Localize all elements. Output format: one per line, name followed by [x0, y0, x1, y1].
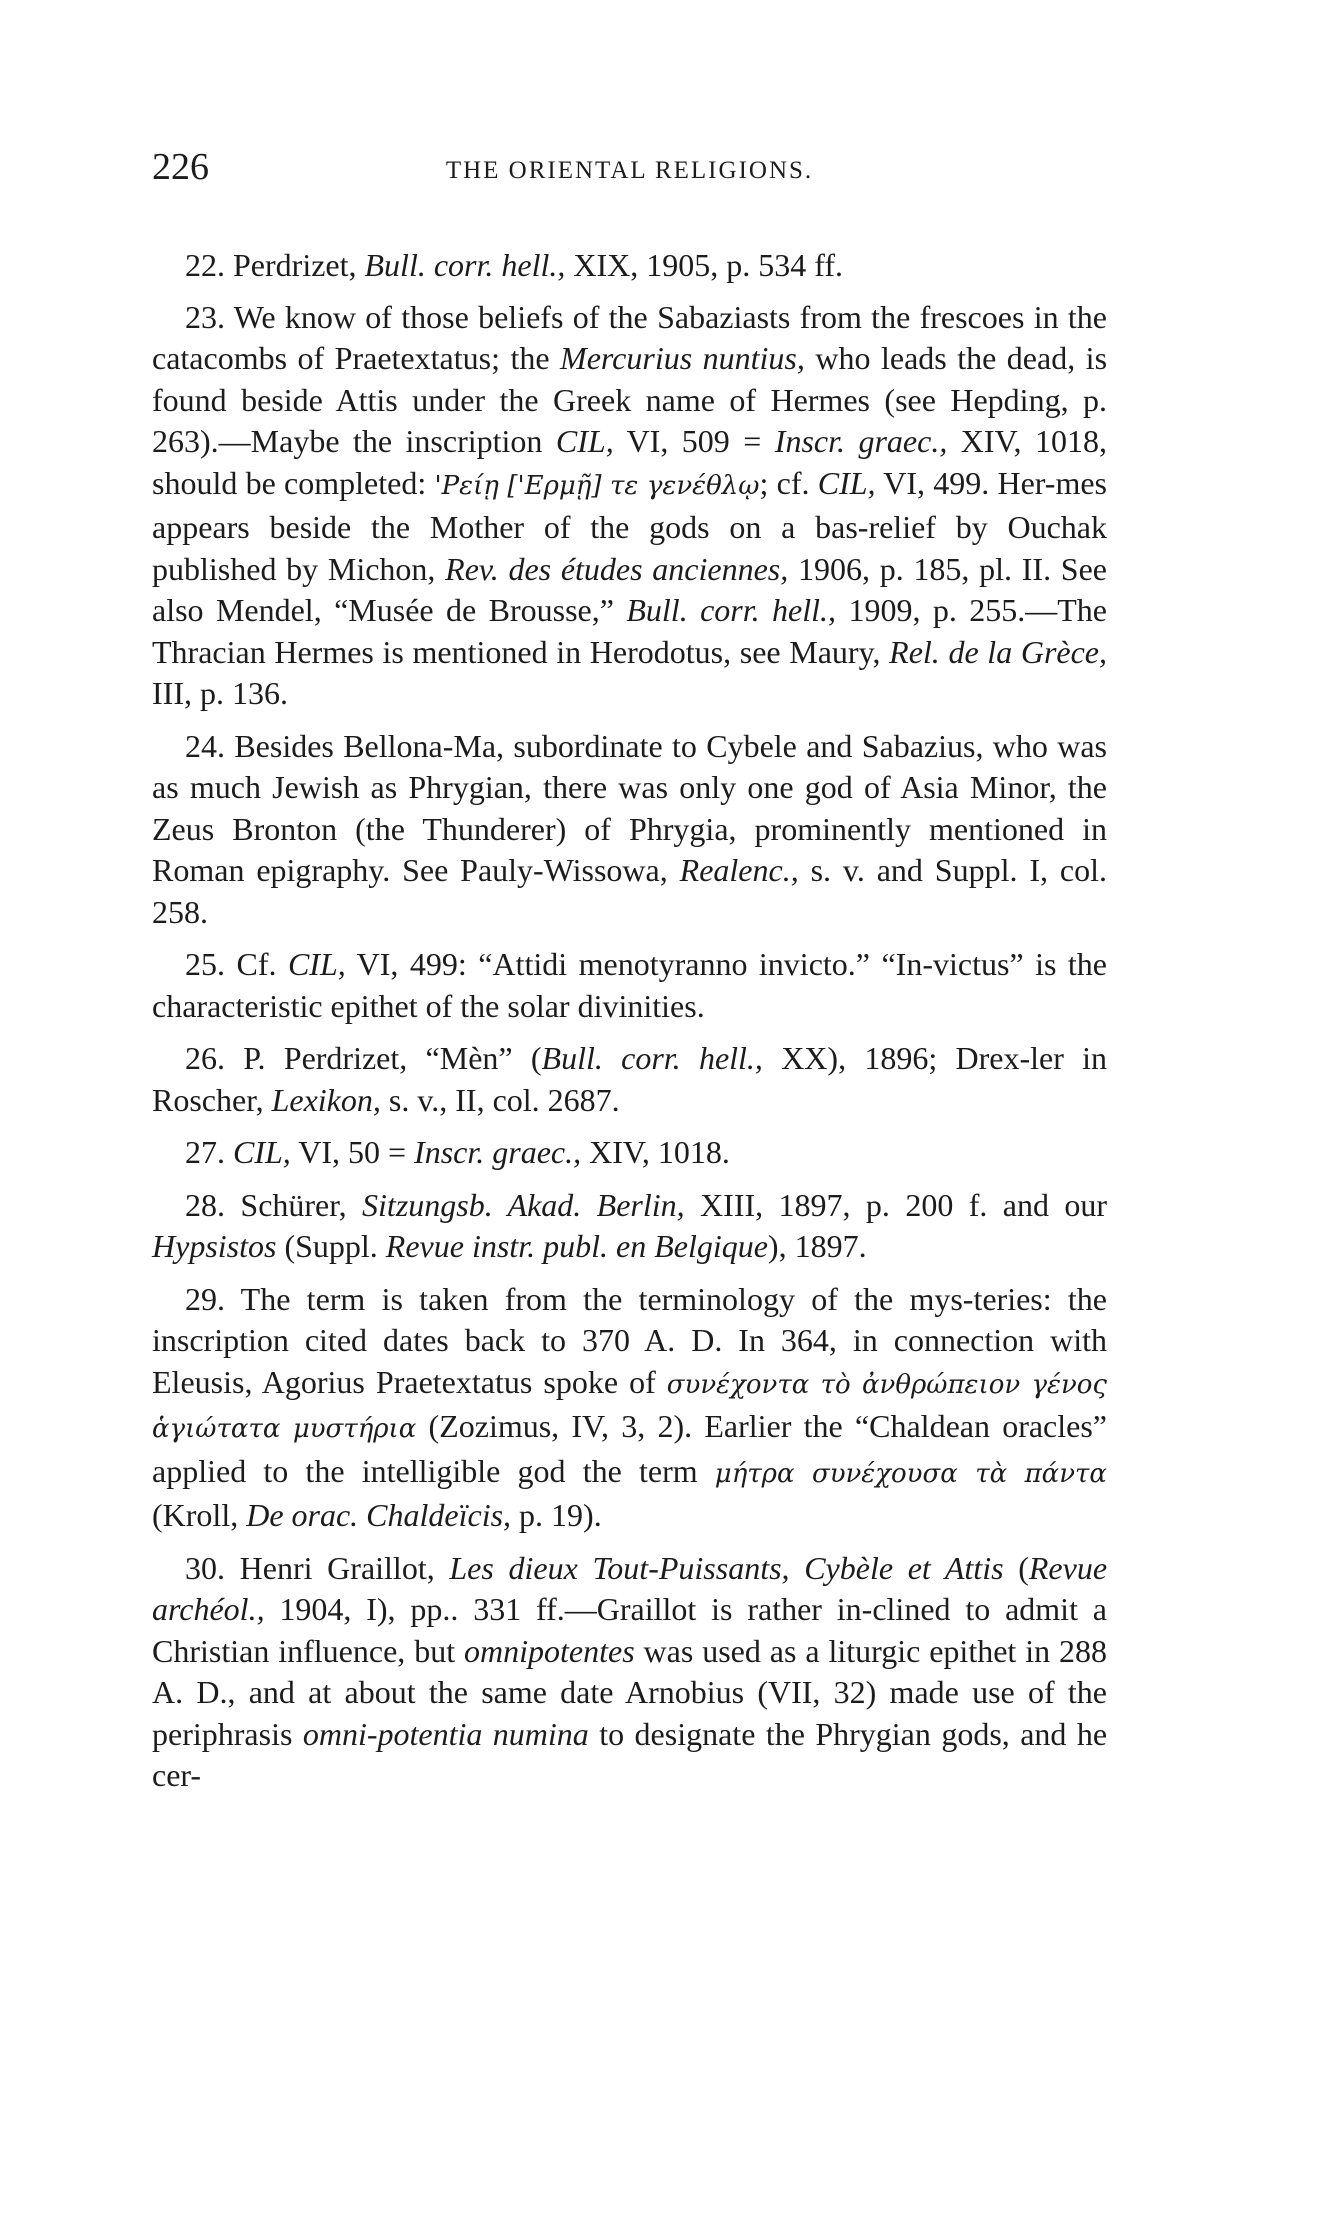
- running-title: THE ORIENTAL RELIGIONS.: [445, 157, 814, 184]
- note-28: 28. Schürer, Sitzungsb. Akad. Berlin, XIII, 1897, p. 200 f. and our Hypsistos (Suppl. Revue instr. publ. en Belgique), 1897.: [152, 1186, 1108, 1264]
- greek-phrase: συνέχοντα τὸ ἀνθρώπειον γένος ἁγιώτατα μυστήρια: [152, 1369, 1107, 1444]
- note-27: 27. CIL, VI, 50 = Inscr. graec., XIV, 1018.: [185, 1134, 730, 1170]
- page-number: 226: [152, 146, 209, 188]
- page-header: [152, 145, 1107, 195]
- note-30: 30. Henri Graillot, Les dieux Tout-Puissants, Cybèle et Attis (Revue archéol., 1904, I), pp.. 331 ff.—Graillot is rather in-clined to admit a Christian influence, but omnipotentes was used as a liturgic epithet in 288 A. D., and at about the same date Arnobius (VII, 32) made use of the periphrasis omni-potentia numina to designate the Phrygian gods, and he cer-: [152, 1549, 1108, 1793]
- note-24: 24. Besides Bellona-Ma, subordinate to Cybele and Sabazius, who was as much Jewish as Phrygian, there was only one god of Asia Minor, the Zeus Bronton (the Thunderer) of Phrygia, prominently mentioned in Roman epigraphy. See Pauly-Wissowa, Realenc., s. v. and Suppl. I, col. 258.: [152, 727, 1108, 930]
- note-23: 23. We know of those beliefs of the Sabaziasts from the frescoes in the catacombs of Praetextatus; the Mercurius nuntius, who leads the dead, is found beside Attis under the Greek name of Hermes (see Hepding, p. 263).—Maybe the inscription CIL, VI, 509 = Inscr. graec., XIV, 1018, should be completed: 'Ρείῃ ['Ερμῇ] τε γενέθλῳ; cf. CIL, VI, 499. Her-mes appears beside the Mother of the gods on a bas-relief by Ouchak published by Michon, Rev. des études anciennes, 1906, p. 185, pl. II. See also Mendel, “Musée de Brousse,” Bull. corr. hell., 1909, p. 255.—The Thracian Hermes is mentioned in Herodotus, see Maury, Rel. de la Grèce, III, p. 136.: [152, 298, 1108, 711]
- note-26: 26. P. Perdrizet, “Mèn” (Bull. corr. hell., XX), 1896; Drex-ler in Roscher, Lexikon, s. v., II, col. 2687.: [152, 1040, 1108, 1118]
- note-29: 29. The term is taken from the terminology of the mys-teries: the inscription cited dates back to 370 A. D. In 364, in connection with Eleusis, Agorius Praetextatus spoke of συνέχοντα τὸ ἀνθρώπειον γένος ἁγιώτατα μυστήρια (Zozimus, IV, 3, 2). Earlier the “Chaldean oracles” applied to the intelligible god the term μήτρα συνέχουσα τὰ πάντα (Kroll, De orac. Chaldeïcis, p. 19).: [152, 1280, 1107, 1533]
- greek-phrase: 'Ρείῃ ['Ερμῇ] τε γενέθλῳ: [434, 470, 760, 501]
- notes-body: [152, 245, 1107, 1808]
- note-22: 22. Perdrizet, Bull. corr. hell., XIX, 1905, p. 534 ff.: [185, 247, 843, 283]
- greek-phrase: μήτρα συνέχουσα τὰ πάντα: [714, 1458, 1107, 1489]
- note-25: 25. Cf. CIL, VI, 499: “Attidi menotyranno invicto.” “In-victus” is the characteristic epithet of the solar divinities.: [152, 946, 1108, 1024]
